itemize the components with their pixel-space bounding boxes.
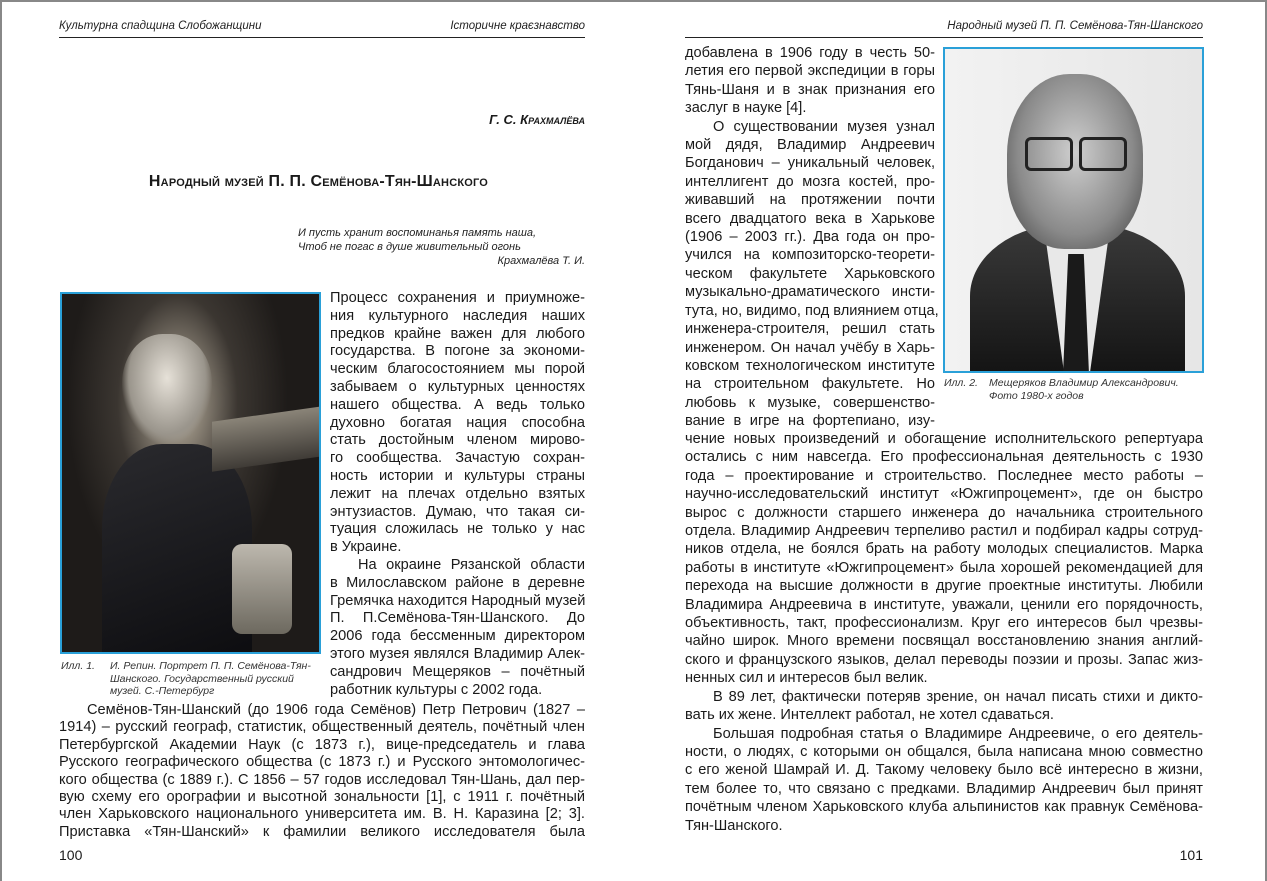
text-line: работы в институте «Южгипроцемент» была хорошей рекомендацией для (685, 559, 1203, 576)
text-line: на строительном факультете. Но (685, 376, 935, 393)
figure-label: Илл. 2. (944, 377, 978, 389)
text-line: 2006 года бессменным директором (330, 628, 585, 645)
text-line: в Милославском районе в деревне (330, 574, 585, 591)
right-page (633, 0, 1267, 881)
text-line: живавший на протяжении почти (685, 192, 935, 209)
text-line: лежит на плечах отдельно взятых (330, 485, 585, 502)
text-line: Процесс сохранения и приумноже- (330, 290, 585, 306)
text-line: забываем о культурных ценностях (330, 378, 585, 395)
figure-caption (989, 377, 1209, 402)
text-line: учился на композиторско-теорети- (685, 247, 935, 264)
running-head-section: Історичне краєзнавство (450, 20, 585, 32)
figure-caption (110, 660, 322, 698)
caption-line: музей. С.-Петербург (110, 685, 215, 697)
text-line: заслуг в науке [4]. (685, 100, 807, 117)
text-line: Владимира Андреевича в институте, уважали, ценили его порядочность, (685, 596, 1203, 613)
article-title: Народный музей П. П. Семёнова-Тян-Шанского (148, 173, 489, 190)
epigraph-attribution: Крахмалёва Т. И. (497, 255, 585, 267)
text-line: П. П.Семёнова-Тян-Шанского. До (330, 610, 585, 627)
text-line: туация сложилась не только у нас (330, 521, 585, 538)
text-line: О существовании музея узнал (713, 118, 935, 135)
text-line: ковском технологическом институте (685, 357, 935, 374)
page-number: 100 (59, 847, 83, 863)
text-line: 1914) – русский географ, статистик, общественный деятель, почётный член (59, 719, 585, 736)
text-line: всего двадцатого века в Харькове (685, 210, 935, 227)
text-line: летия его первой экспедиции в горы (685, 63, 935, 80)
header-rule (685, 37, 1203, 38)
text-line: инженера-строителя, решил стать (685, 321, 935, 338)
text-line: мой дядя, Владимир Андреевич (685, 137, 935, 154)
text-line: ненных сил и интересов был велик. (685, 670, 928, 687)
text-line: Семёнов-Тян-Шанский (до 1906 года Семёнов) Петр Петрович (1827 – (87, 702, 585, 718)
text-line: вырос с должности старшего инженера до начальника строительного (685, 504, 1203, 521)
text-line: Большая подробная статья о Владимире Андреевиче, о его деятель- (713, 725, 1203, 742)
text-body (685, 430, 1203, 835)
text-line: добавлена в 1906 году в честь 50- (685, 45, 935, 61)
text-line: музыкально-драматического инсти- (685, 284, 935, 301)
text-line: любовь к музыке, совершенство- (685, 394, 935, 411)
caption-line: И. Репин. Портрет П. П. Семёнова-Тян- (110, 660, 311, 672)
text-line: член Харьковского национального университета им. В. Н. Каразина [2; 3]. (59, 806, 585, 823)
text-line: Богданович – уникальный человек, (685, 155, 935, 172)
epigraph (298, 227, 536, 254)
epigraph-line: Чтоб не погас в душе живительный огонь (298, 240, 521, 253)
text-line: энтузиастов. Думаю, что такая си- (330, 503, 585, 520)
header-rule (59, 37, 585, 38)
text-line: инженером. Он начал учёбу в Харь- (685, 339, 935, 356)
text-line: остались с ним навсегда. Его профессиональная деятельность с 1930 (685, 449, 1203, 466)
text-line: го сообщества. Зачастую сохран- (330, 450, 585, 467)
running-head-left: Культурна спадщина Слобожанщини (59, 20, 262, 32)
text-line: вать их жене. Интеллект работал, не хотел сдаваться. (685, 707, 1054, 724)
text-line: кого общества (с 1889 г.). С 1856 – 57 годов исследовал Тян-Шань, дал пер- (59, 771, 585, 788)
text-line: вание в игре на фортепиано, изу- (685, 413, 935, 430)
caption-line: Шанского. Государственный русский (110, 672, 294, 685)
text-line: научно-исследовательский институт «Южгипроцемент», где он быстро (685, 486, 1203, 503)
text-line: Тян-Шанского. (685, 817, 783, 834)
text-line: чайно широк. Много времени посвящал восстановлению знания англий- (685, 633, 1203, 650)
text-line: тута, но, видимо, под влиянием отца, (685, 302, 939, 319)
caption-line: Фото 1980-х годов (989, 389, 1084, 402)
text-line: В 89 лет, фактически потеряв зрение, он начал писать стихи и дикто- (713, 688, 1203, 705)
text-line: ников отдела, не боялся брать на работу молодых специалистов. Марка (685, 541, 1203, 558)
text-line: перехода на высшие должности в другие проектные институты. Любили (685, 578, 1203, 595)
text-line: тем более то, что связано с предками. Владимир Андреевич был принят (685, 780, 1203, 797)
text-line: ского и французского языков, делал переводы поэзии и прозы. Запас жиз- (685, 651, 1203, 668)
text-line: этого музея являлся Владимир Алек- (330, 645, 585, 662)
figure-label: Илл. 1. (61, 660, 95, 672)
text-line: вую схему его орографии и высотной зональности [1], с 1911 г. почётный (59, 789, 585, 806)
article-author: Г. С. Крахмалёва (489, 112, 585, 127)
running-head: Народный музей П. П. Семёнова-Тян-Шанского (947, 20, 1203, 32)
text-line: ческом факультете Харьковского (685, 265, 935, 282)
text-line: года – проектирование и строительство. Последнее место работы – (685, 467, 1203, 484)
text-line: государства. В погоне за экономи- (330, 343, 585, 360)
text-line: работник культуры с 2002 года. (330, 681, 543, 698)
portrait-photo-image (943, 47, 1204, 373)
text-line: нашего общества. А ведь только (330, 396, 585, 413)
portrait-painting-image (60, 292, 321, 654)
text-line: Приставка «Тян-Шанский» к фамилии великого исследователя была (59, 823, 585, 840)
text-line: Гремячка находится Народный музей (330, 592, 586, 609)
text-line: стать достойным членом мирово- (330, 432, 585, 449)
text-body (59, 702, 585, 841)
text-column (330, 290, 585, 699)
text-line: в Украине. (330, 539, 402, 556)
text-line: чение новых произведений и обогащение исполнительского репертуара (685, 431, 1203, 447)
text-line: интеллигент до мозга костей, про- (685, 173, 935, 190)
text-line: Петербургской Академии Наук (с 1873 г.), вице-председатель и глава (59, 736, 585, 753)
text-line: с его женой Шамрай И. Д. Такому человеку было всё интересно в жизни, (685, 762, 1203, 779)
text-line: почётным членом Харьковского клуба альпинистов как правнук Семёнова- (685, 799, 1203, 816)
page-number: 101 (1179, 847, 1203, 863)
text-line: духовно богатая нация способна (330, 414, 585, 431)
text-line: ческим благосостоянием мы порой (330, 361, 585, 378)
text-line: предков крайне важен для любого (330, 325, 585, 342)
text-line: ния культурного наследия наших (330, 307, 585, 324)
text-line: ность истории и культуры страны (330, 467, 585, 484)
text-line: На окраине Рязанской области (358, 556, 585, 573)
left-page (0, 0, 633, 881)
text-line: отдела. Владимир Андреевич терпеливо растил и подбирал кадры сотруд- (685, 523, 1203, 540)
text-line: сандрович Мещеряков – почётный (330, 663, 585, 680)
text-line: ности, о людях, с которыми он общался, была написана мною совместно (685, 743, 1203, 760)
text-column (685, 44, 939, 431)
text-line: объективность, такт, профессионализм. Круг его интересов был чрезвы- (685, 615, 1203, 632)
text-line: Тянь-Шаня и в знак признания его (685, 81, 935, 98)
epigraph-line: И пусть хранит воспоминанья память наша, (298, 227, 537, 239)
text-line: Русского географического общества (с 1873 г.) и Русского энтомологичес- (59, 754, 585, 771)
text-line: (1906 – 2003 гг.). Два года он про- (685, 229, 935, 246)
caption-line: Мещеряков Владимир Александрович. (989, 377, 1179, 389)
